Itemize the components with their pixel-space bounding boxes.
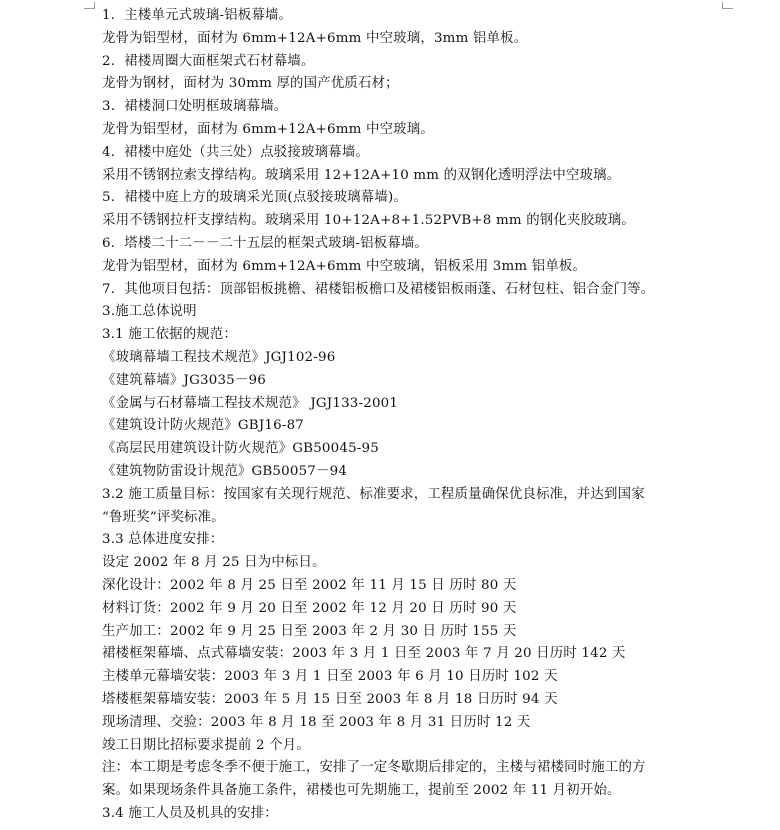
text-line: 1．主楼单元式玻璃-铝板幕墙。 bbox=[102, 8, 293, 23]
schedule-line: 材料订货：2002 年 9 月 20 日至 2002 年 12 月 20 日 历时 90 天 bbox=[102, 600, 517, 616]
schedule-line: 现场清理、交验：2003 年 8 月 18 至 2003 年 8 月 31 日历时 12 天 bbox=[102, 714, 531, 730]
document-body bbox=[102, 5, 774, 826]
text-line: 5．裙楼中庭上方的玻璃采光顶(点驳接玻璃幕墙)。 bbox=[102, 190, 407, 206]
schedule-line: 主楼单元幕墙安装：2003 年 3 月 1 日至 2003 年 6 月 10 日历时 102 天 bbox=[102, 669, 558, 685]
standard-reference: 《建筑幕墙》JG3035－96 bbox=[102, 372, 266, 388]
schedule-line: 生产加工：2002 年 9 月 25 日至 2003 年 2 月 30 日 历时 155 天 bbox=[102, 623, 517, 639]
schedule-line: 裙楼框架幕墙、点式幕墙安装：2003 年 3 月 1 日至 2003 年 7 月 20 日历时 142 天 bbox=[102, 646, 626, 662]
subsection-heading: 3.4 施工人员及机具的安排： bbox=[102, 805, 278, 821]
standard-reference: 《玻璃幕墙工程技术规范》JGJ102-96 bbox=[102, 349, 336, 365]
standard-reference: 《高层民用建筑设计防火规范》GB50045-95 bbox=[102, 441, 379, 457]
subsection-heading: 3.3 总体进度安排： bbox=[102, 532, 224, 548]
text-line: 3．裙楼洞口处明框玻璃幕墙。 bbox=[102, 99, 288, 115]
schedule-line: 塔楼框架幕墙安装：2003 年 5 月 15 日至 2003 年 8 月 18 日历时 94 天 bbox=[102, 691, 558, 707]
standard-reference: 《建筑物防雷设计规范》GB50057－94 bbox=[102, 463, 348, 479]
text-line: 6．塔楼二十二－－二十五层的框架式玻璃-铝板幕墙。 bbox=[102, 235, 429, 251]
schedule-line: 深化设计：2002 年 8 月 25 日至 2002 年 11 月 15 日 历时 80 天 bbox=[102, 577, 517, 593]
page-corner-mark-left bbox=[84, 2, 95, 9]
text-line: 龙骨为铝型材，面材为 6mm+12A+6mm 中空玻璃，铝板采用 3mm 铝单板。 bbox=[102, 258, 587, 274]
text-line: 采用不锈钢拉索支撑结构。玻璃采用 12+12A+10 mm 的双钢化透明浮法中空玻璃。 bbox=[102, 167, 621, 183]
text-line: “鲁班奖”评奖标准。 bbox=[102, 509, 225, 525]
standard-reference: 《建筑设计防火规范》GBJ16-87 bbox=[102, 418, 305, 434]
text-line: 竣工日期比招标要求提前 2 个月。 bbox=[102, 737, 310, 753]
text-line: 采用不锈钢拉杆支撑结构。玻璃采用 10+12A+8+1.52PVB+8 mm 的钢化夹胶玻璃。 bbox=[102, 213, 635, 229]
note-line: 注：本工期是考虑冬季不便于施工，安排了一定冬歇期后排定的，主楼与裙楼同时施工的方 bbox=[102, 760, 646, 776]
section-heading: 3.施工总体说明 bbox=[102, 304, 197, 320]
text-line: 2．裙楼周圈大面框架式石材幕墙。 bbox=[102, 53, 315, 69]
text-line: 龙骨为铝型材，面材为 6mm+12A+6mm 中空玻璃。 bbox=[102, 121, 434, 137]
standard-reference: 《金属与石材幕墙工程技术规范》 JGJ133-2001 bbox=[102, 395, 399, 411]
text-line: 龙骨为铝型材，面材为 6mm+12A+6mm 中空玻璃，3mm 铝单板。 bbox=[102, 30, 528, 46]
subsection-heading: 3.2 施工质量目标：按国家有关现行规范、标准要求，工程质量确保优良标准，并达到国家 bbox=[102, 486, 645, 502]
schedule-line: 设定 2002 年 8 月 25 日为中标日。 bbox=[102, 555, 326, 571]
note-line: 案。如果现场条件具备施工条件，裙楼也可先期施工，提前至 2002 年 11 月初开始。 bbox=[102, 783, 621, 799]
text-line: 龙骨为钢材，面材为 30mm 厚的国产优质石材； bbox=[102, 76, 399, 92]
text-line: 4．裙楼中庭处（共三处）点驳接玻璃幕墙。 bbox=[102, 144, 369, 160]
text-line: 7．其他项目包括：顶部铝板挑檐、裙楼铝板檐口及裙楼铝板雨蓬、石材包柱、铝合金门等。 bbox=[102, 281, 655, 297]
subsection-heading: 3.1 施工依据的规范： bbox=[102, 327, 238, 343]
